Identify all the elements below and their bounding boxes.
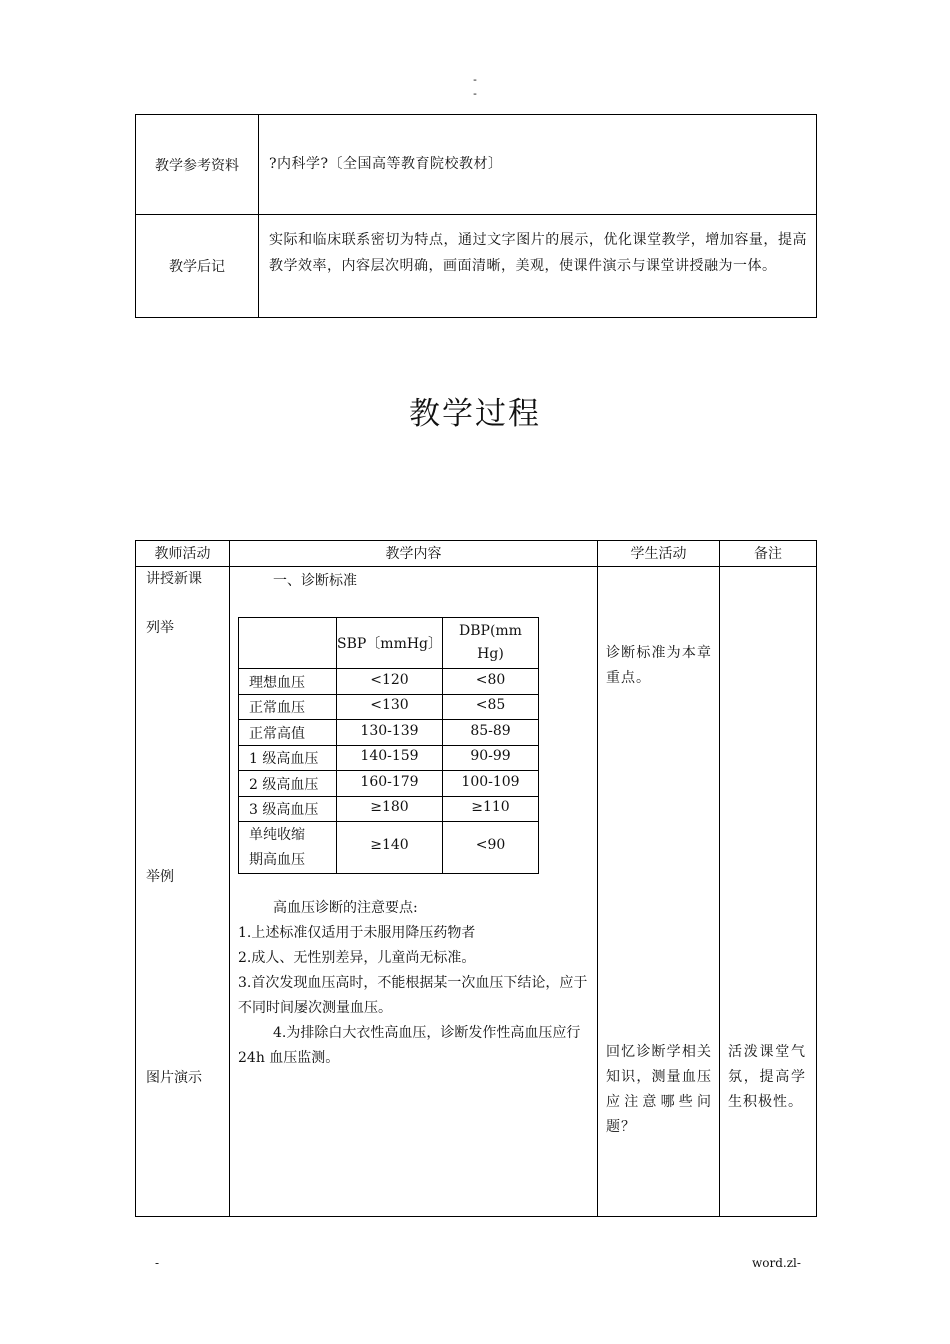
bp-category: [249, 823, 305, 873]
teacher-activity: 讲授新课: [146, 571, 202, 587]
header-student-activity: 学生活动: [630, 546, 687, 562]
bp-sbp-value: ≥180: [370, 799, 409, 815]
header-remarks: 备注: [754, 546, 782, 562]
bp-category-line: 单纯收缩: [249, 827, 305, 843]
student-activity: 回忆诊断学相关知识，测量血压应注意哪些问题？: [606, 1044, 712, 1135]
teacher-activity: 图片演示: [146, 1070, 202, 1086]
dbp-header-line: Hg): [477, 646, 504, 662]
student-activity: 诊断标准为本章重点。: [606, 645, 712, 686]
notes-title: 高血压诊断的注意要点:: [273, 900, 418, 916]
bp-category: 2 级高血压: [249, 777, 319, 793]
bp-category: 正常高值: [249, 726, 305, 742]
dbp-header: [443, 620, 538, 666]
bp-classification-table: [238, 617, 539, 874]
bp-dbp-value: 100-109: [461, 774, 520, 790]
bp-dbp-value: 90-99: [470, 748, 511, 764]
bp-category: 3 级高血压: [249, 802, 319, 818]
teacher-activity: 列举: [146, 620, 174, 636]
remark: 活泼课堂气氛，提高学生积极性。: [728, 1044, 806, 1110]
bp-sbp-value: 130-139: [360, 723, 419, 739]
section-title: 教学过程: [409, 396, 541, 432]
reference-value: ?内科学?〔全国高等教育院校教材〕: [269, 156, 503, 172]
bp-sbp-value: <130: [370, 697, 409, 713]
header-dash: -: [473, 87, 477, 100]
bp-sbp-value: <120: [370, 672, 409, 688]
note-item: 2.成人、无性别差异，儿童尚无标准。: [238, 950, 476, 966]
teacher-activity: 举例: [146, 869, 174, 885]
row-divider: [239, 796, 538, 797]
header-teacher-activity: 教师活动: [154, 546, 211, 562]
row-divider: [239, 694, 538, 695]
info-table: [135, 114, 817, 318]
bp-sbp-value: 140-159: [360, 748, 419, 764]
bp-category-line: 期高血压: [249, 852, 305, 868]
dbp-header-line: DBP(mm: [459, 623, 522, 639]
bp-sbp-value: ≥140: [370, 837, 409, 853]
row-divider: [136, 214, 816, 215]
reference-label: 教学参考资料: [155, 158, 239, 174]
bp-dbp-value: <80: [475, 672, 506, 688]
afterword-label: 教学后记: [169, 259, 225, 275]
column-divider: [719, 541, 720, 1216]
note-item: 1.上述标准仅适用于未服用降压药物者: [238, 925, 476, 941]
bp-category: 理想血压: [249, 675, 305, 691]
sbp-header: SBP〔mmHg〕: [337, 636, 443, 652]
row-divider: [239, 668, 538, 669]
bp-dbp-value: ≥110: [471, 799, 510, 815]
row-divider: [239, 821, 538, 822]
footer-right: word.zl-: [752, 1256, 801, 1270]
column-divider: [258, 115, 259, 317]
bp-dbp-value: <90: [475, 837, 506, 853]
header-dash: -: [473, 73, 477, 86]
bp-category: 1 级高血压: [249, 751, 319, 767]
bp-dbp-value: 85-89: [470, 723, 511, 739]
row-divider: [239, 745, 538, 746]
column-divider: [597, 541, 598, 1216]
afterword-value: 实际和临床联系密切为特点，通过文字图片的展示，优化课堂教学，增加容量，提高教学效率，内容层次明确，画面清晰，美观，使课件演示与课堂讲授融为一体。: [269, 232, 807, 274]
footer-left: -: [155, 1256, 160, 1270]
row-divider: [239, 770, 538, 771]
note-item: 3.首次发现血压高时，不能根据某一次血压下结论，应于不同时间屡次测量血压。: [238, 975, 588, 1016]
bp-sbp-value: 160-179: [360, 774, 419, 790]
row-divider: [239, 719, 538, 720]
header-teaching-content: 教学内容: [385, 546, 442, 562]
content-heading: 一、诊断标准: [273, 573, 357, 589]
bp-dbp-value: <85: [475, 697, 506, 713]
bp-category: 正常血压: [249, 700, 305, 716]
column-divider: [229, 541, 230, 1216]
note-item: 4.为排除白大衣性高血压，诊断发作性高血压应行 24h 血压监测。: [238, 1025, 581, 1066]
